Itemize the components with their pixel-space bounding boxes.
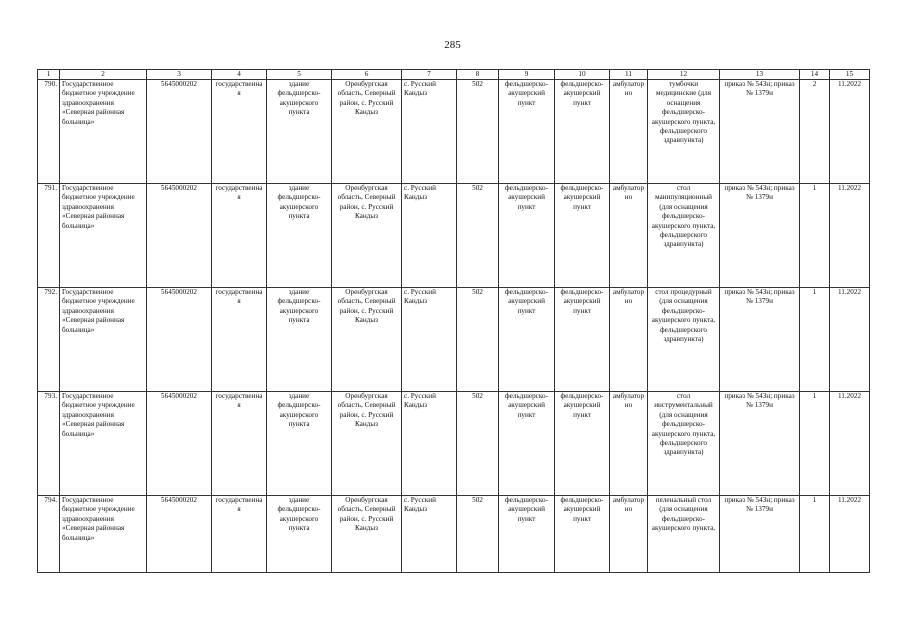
cell-organization: Государственное бюджетное учреждение здравоохранения «Северная районная больница» (60, 184, 147, 288)
cell-code: 502 (457, 496, 499, 573)
cell-date: 11.2022 (830, 496, 870, 573)
cell-order: приказ № 543н; приказ № 1379н (720, 496, 800, 573)
register-table (37, 69, 870, 573)
cell-quantity: 1 (800, 392, 830, 496)
cell-code: 502 (457, 184, 499, 288)
cell-quantity: 1 (800, 288, 830, 392)
cell-code: 502 (457, 288, 499, 392)
cell-organization: Государственное бюджетное учреждение здравоохранения «Северная районная больница» (60, 496, 147, 573)
cell-equipment: стол процедурный (для оснащения фельдшерско-акушерского пункта, фельдшерского здравпункта) (648, 288, 720, 392)
column-header: 10 (555, 70, 610, 80)
column-header: 1 (38, 70, 60, 80)
cell-unit: фельдшерско-акушерский пункт (499, 496, 555, 573)
cell-unit-secondary: фельдшерско-акушерский пункт (555, 288, 610, 392)
cell-inn: 5645000202 (147, 80, 212, 184)
cell-unit-secondary: фельдшерско-акушерский пункт (555, 496, 610, 573)
cell-inn: 5645000202 (147, 392, 212, 496)
table-row (38, 184, 870, 288)
page-number: 285 (444, 39, 461, 51)
cell-date: 11.2022 (830, 80, 870, 184)
column-header: 2 (60, 70, 147, 80)
cell-unit: фельдшерско-акушерский пункт (499, 392, 555, 496)
cell-building: здание фельдшерско-акушерского пункта (267, 496, 332, 573)
cell-equipment: стол манипуляционный (для оснащения фельдшерско-акушерского пункта, фельдшерского здравпункта) (648, 184, 720, 288)
cell-code: 502 (457, 80, 499, 184)
cell-quantity: 2 (800, 80, 830, 184)
cell-building: здание фельдшерско-акушерского пункта (267, 392, 332, 496)
column-header: 13 (720, 70, 800, 80)
cell-ownership: государственная (212, 288, 267, 392)
cell-unit-secondary: фельдшерско-акушерский пункт (555, 80, 610, 184)
cell-care-type: амбулаторно (610, 288, 648, 392)
header-row (38, 70, 870, 80)
cell-quantity: 1 (800, 184, 830, 288)
cell-unit: фельдшерско-акушерский пункт (499, 80, 555, 184)
column-header: 8 (457, 70, 499, 80)
cell-settlement: с. Русский Кандыз (402, 184, 457, 288)
cell-building: здание фельдшерско-акушерского пункта (267, 184, 332, 288)
cell-number: 793. (38, 392, 60, 496)
cell-address: Оренбургская область, Северный район, с. Русский Кандыз (332, 392, 402, 496)
column-header: 6 (332, 70, 402, 80)
cell-number: 790. (38, 80, 60, 184)
column-header: 14 (800, 70, 830, 80)
cell-inn: 5645000202 (147, 184, 212, 288)
column-header: 4 (212, 70, 267, 80)
cell-unit-secondary: фельдшерско-акушерский пункт (555, 392, 610, 496)
cell-ownership: государственная (212, 392, 267, 496)
cell-order: приказ № 543н; приказ № 1379н (720, 80, 800, 184)
column-header: 3 (147, 70, 212, 80)
cell-settlement: с. Русский Кандыз (402, 80, 457, 184)
cell-organization: Государственное бюджетное учреждение здравоохранения «Северная районная больница» (60, 392, 147, 496)
cell-ownership: государственная (212, 184, 267, 288)
cell-inn: 5645000202 (147, 288, 212, 392)
cell-date: 11.2022 (830, 288, 870, 392)
cell-equipment: тумбочки медицинские (для оснащения фельдшерско-акушерского пункта, фельдшерского здравпункта) (648, 80, 720, 184)
cell-number: 794. (38, 496, 60, 573)
cell-date: 11.2022 (830, 392, 870, 496)
cell-equipment: пеленальный стол (для оснащения фельдшерско-акушерского пункта, (648, 496, 720, 573)
cell-building: здание фельдшерско-акушерского пункта (267, 288, 332, 392)
cell-order: приказ № 543н; приказ № 1379н (720, 288, 800, 392)
cell-equipment: стол инструментальный (для оснащения фельдшерско-акушерского пункта, фельдшерского здравпункта) (648, 392, 720, 496)
cell-settlement: с. Русский Кандыз (402, 392, 457, 496)
cell-settlement: с. Русский Кандыз (402, 496, 457, 573)
cell-care-type: амбулаторно (610, 184, 648, 288)
cell-inn: 5645000202 (147, 496, 212, 573)
column-header: 15 (830, 70, 870, 80)
cell-unit-secondary: фельдшерско-акушерский пункт (555, 184, 610, 288)
cell-unit: фельдшерско-акушерский пункт (499, 184, 555, 288)
cell-order: приказ № 543н; приказ № 1379н (720, 184, 800, 288)
column-header: 11 (610, 70, 648, 80)
cell-address: Оренбургская область, Северный район, с. Русский Кандыз (332, 184, 402, 288)
cell-care-type: амбулаторно (610, 496, 648, 573)
cell-quantity: 1 (800, 496, 830, 573)
cell-address: Оренбургская область, Северный район, с. Русский Кандыз (332, 288, 402, 392)
cell-organization: Государственное бюджетное учреждение здравоохранения «Северная районная больница» (60, 288, 147, 392)
cell-code: 502 (457, 392, 499, 496)
table-row (38, 80, 870, 184)
column-header: 5 (267, 70, 332, 80)
cell-settlement: с. Русский Кандыз (402, 288, 457, 392)
cell-organization: Государственное бюджетное учреждение здравоохранения «Северная районная больница» (60, 80, 147, 184)
cell-number: 792. (38, 288, 60, 392)
cell-care-type: амбулаторно (610, 80, 648, 184)
column-header: 12 (648, 70, 720, 80)
cell-building: здание фельдшерско-акушерского пункта (267, 80, 332, 184)
cell-number: 791. (38, 184, 60, 288)
cell-unit: фельдшерско-акушерский пункт (499, 288, 555, 392)
table-row (38, 288, 870, 392)
cell-care-type: амбулаторно (610, 392, 648, 496)
column-header: 7 (402, 70, 457, 80)
cell-ownership: государственная (212, 496, 267, 573)
cell-date: 11.2022 (830, 184, 870, 288)
cell-order: приказ № 543н; приказ № 1379н (720, 392, 800, 496)
cell-address: Оренбургская область, Северный район, с. Русский Кандыз (332, 496, 402, 573)
cell-ownership: государственная (212, 80, 267, 184)
table-row (38, 496, 870, 573)
table-row (38, 392, 870, 496)
column-header: 9 (499, 70, 555, 80)
cell-address: Оренбургская область, Северный район, с. Русский Кандыз (332, 80, 402, 184)
